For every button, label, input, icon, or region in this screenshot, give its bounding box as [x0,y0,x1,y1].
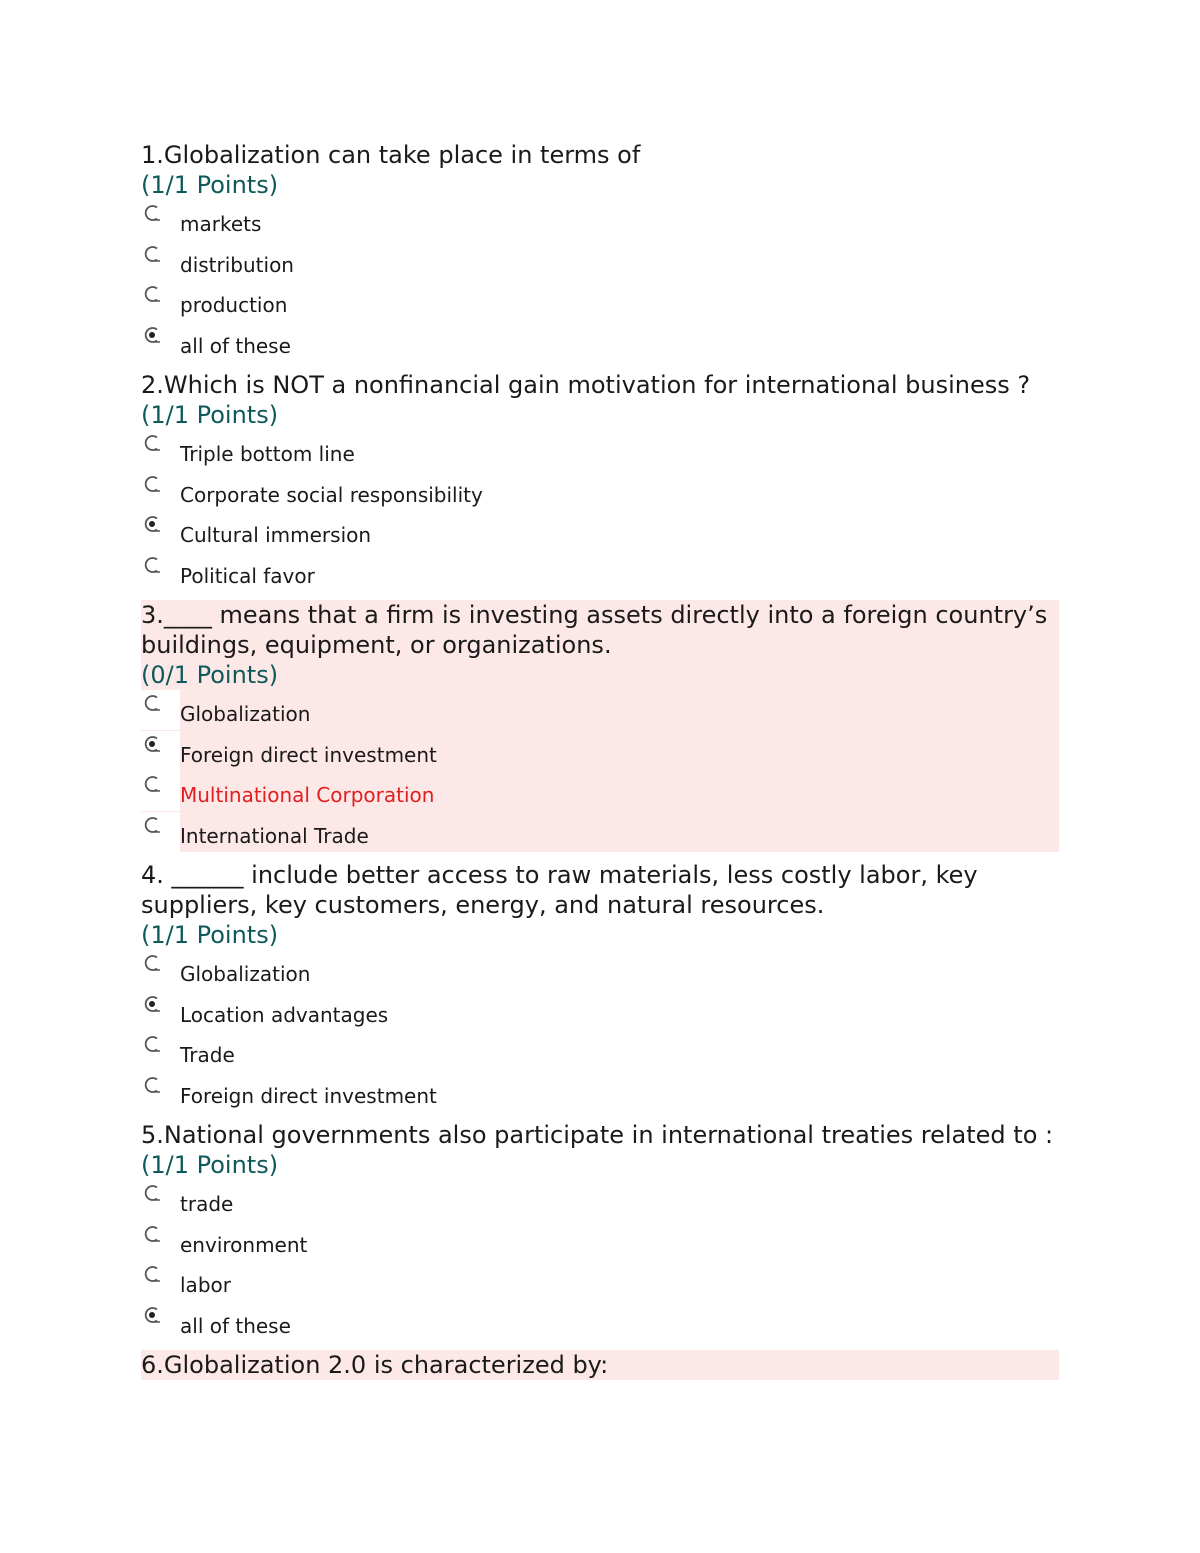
option-label: environment [180,1232,308,1257]
option[interactable] [141,1031,1059,1072]
option-label: Location advantages [180,1002,389,1027]
radio-selected-icon[interactable] [144,1306,162,1324]
option[interactable] [141,241,1059,282]
option[interactable] [141,950,1059,991]
option[interactable] [141,1072,1059,1113]
question-5 [141,1120,1059,1342]
radio-selected-icon[interactable] [144,515,162,533]
radio-unselected-icon[interactable] [144,1225,162,1243]
option[interactable] [141,1180,1059,1221]
option-label: labor [180,1273,231,1297]
radio-unselected-icon[interactable] [144,1076,162,1094]
option-label: Political favor [180,563,315,588]
question-points: (1/1 Points) [141,921,279,949]
options-list [141,200,1059,362]
radio-unselected-icon[interactable] [144,1265,162,1283]
radio-unselected-icon[interactable] [144,556,162,574]
question-6 [141,1350,1059,1380]
question-text: 6.Globalization 2.0 is characterized by: [141,1351,609,1379]
option[interactable] [141,812,1059,853]
option[interactable] [141,430,1059,471]
option[interactable] [141,200,1059,241]
option-label: distribution [180,252,294,277]
question-points: (1/1 Points) [141,1151,279,1179]
option[interactable] [141,1302,1059,1343]
option[interactable] [141,991,1059,1032]
option[interactable] [141,1221,1059,1262]
options-list [141,950,1059,1112]
question-4 [141,860,1059,1112]
radio-unselected-icon[interactable] [144,204,162,222]
question-text: 4. ______ include better access to raw materials, less costly labor, key suppliers, key customers, energy, and natural resources. [141,861,978,919]
option[interactable] [141,731,1059,772]
option[interactable] [141,1261,1059,1302]
question-1 [141,140,1059,362]
radio-unselected-icon[interactable] [144,245,162,263]
option[interactable] [141,690,1059,731]
question-3 [141,600,1059,852]
option[interactable] [141,552,1059,593]
radio-selected-icon[interactable] [144,735,162,753]
question-text: 2.Which is NOT a nonfinancial gain motivation for international business ? [141,371,1031,399]
radio-unselected-icon[interactable] [144,954,162,972]
option[interactable] [141,511,1059,552]
quiz [141,140,1059,1380]
option-label: Globalization [180,962,311,986]
question-points: (0/1 Points) [141,661,279,689]
radio-selected-icon[interactable] [144,326,162,344]
radio-unselected-icon[interactable] [144,694,162,712]
option-label: Corporate social responsibility [180,482,483,507]
question-points: (1/1 Points) [141,171,279,199]
option-label-correct-answer: Multinational Corporation [180,783,435,807]
option-label: Triple bottom line [180,442,355,466]
radio-unselected-icon[interactable] [144,816,162,834]
option-label: International Trade [180,823,369,848]
option-label: markets [180,212,262,236]
radio-unselected-icon[interactable] [144,285,162,303]
question-text: 1.Globalization can take place in terms of [141,141,641,169]
options-list [141,690,1059,852]
option-label: production [180,293,288,317]
option[interactable] [141,281,1059,322]
option[interactable] [141,771,1059,812]
question-text: 5.National governments also participate in international treaties related to : [141,1121,1054,1149]
radio-unselected-icon[interactable] [144,775,162,793]
option[interactable] [141,471,1059,512]
question-points: (1/1 Points) [141,401,279,429]
option-label: Trade [180,1043,235,1067]
radio-unselected-icon[interactable] [144,1035,162,1053]
option-label: Cultural immersion [180,523,372,547]
radio-selected-icon[interactable] [144,995,162,1013]
radio-unselected-icon[interactable] [144,1184,162,1202]
question-2 [141,370,1059,592]
question-text: 3.____ means that a firm is investing assets directly into a foreign country’s buildings, equipment, or organizations. [141,601,1048,659]
option-label: Foreign direct investment [180,742,437,767]
option-label: trade [180,1192,234,1216]
options-list [141,1180,1059,1342]
radio-unselected-icon[interactable] [144,475,162,493]
radio-unselected-icon[interactable] [144,434,162,452]
option-label: all of these [180,1313,291,1338]
options-list [141,430,1059,592]
option-label: all of these [180,333,291,358]
option-label: Foreign direct investment [180,1083,437,1108]
option[interactable] [141,322,1059,363]
option-label: Globalization [180,702,311,726]
